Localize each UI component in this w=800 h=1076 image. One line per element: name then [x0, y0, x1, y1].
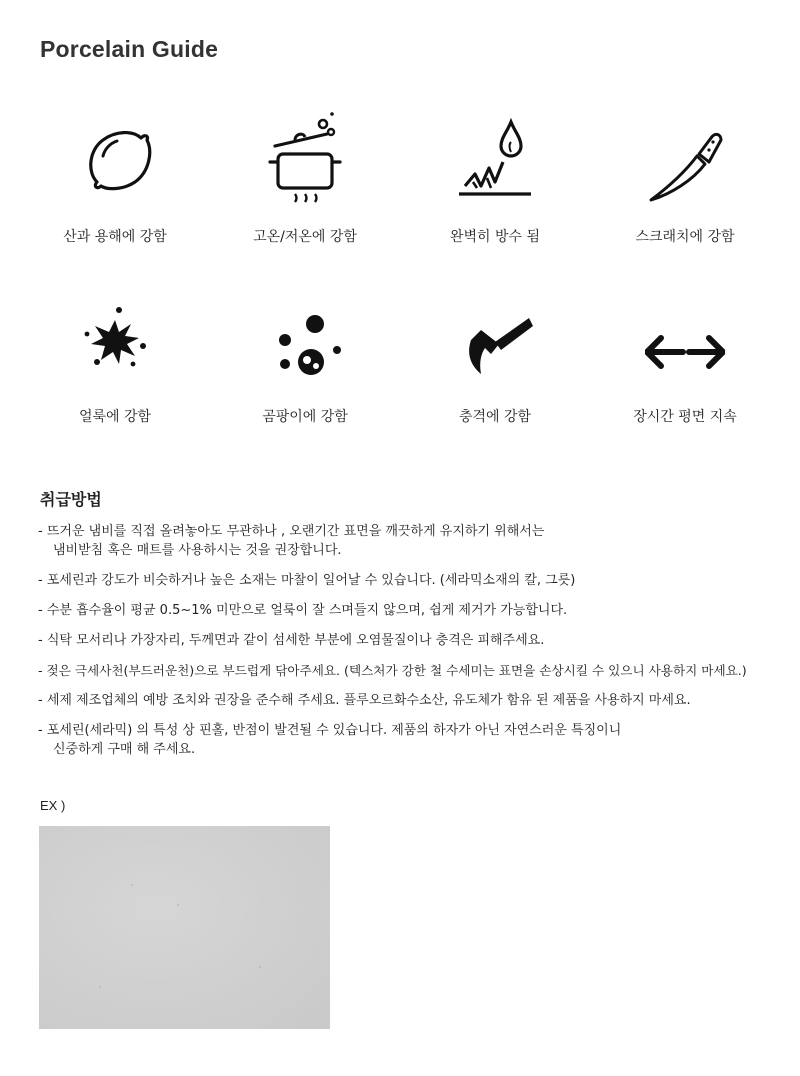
care-item-text: - 식탁 모서리나 가장자리, 두께면과 같이 섬세한 부분에 오염물질이나 충격은 피해주세요. — [38, 633, 545, 648]
care-item-text: - 포세린과 강도가 비슷하거나 높은 소재는 마찰이 일어날 수 있습니다. (세라믹소재의 칼, 그릇) — [38, 573, 576, 588]
care-item-text: - 수분 흡수율이 평균 0.5~1% 미만으로 얼룩이 잘 스며들지 않으며, 쉽게 제거가 가능합니다. — [38, 603, 568, 618]
care-item — [38, 691, 790, 710]
feature-label: 완벽히 방수 됨 — [449, 229, 541, 245]
page-title: Porcelain Guide — [40, 36, 219, 62]
feature-acid-resistant — [20, 100, 210, 260]
feature-mold-resistant — [210, 280, 400, 440]
mold-spores-icon — [265, 290, 345, 390]
water-drop-icon — [455, 110, 535, 210]
care-item-text-continued: 신중하게 구매 해 주세요. — [53, 742, 196, 757]
feature-impact-resistant — [400, 280, 590, 440]
feature-label: 곰팡이에 강함 — [262, 409, 348, 425]
knife-icon — [645, 110, 725, 210]
feature-flatness — [590, 280, 780, 440]
care-item — [38, 721, 790, 759]
feature-stain-resistant — [20, 280, 210, 440]
care-section-title: 취급방법 — [40, 490, 102, 509]
feature-waterproof — [400, 100, 590, 260]
feature-label: 얼룩에 강함 — [78, 409, 152, 425]
porcelain-sample-image — [39, 826, 330, 1029]
care-item — [38, 631, 790, 650]
feature-label: 충격에 강함 — [458, 409, 532, 425]
hammer-icon — [455, 290, 535, 390]
boiling-pot-icon — [265, 110, 345, 210]
care-item-text: - 세제 제조업체의 예방 조치와 권장을 준수해 주세요. 플루오르화수소산, 유도체가 함유 된 제품을 사용하지 마세요. — [38, 693, 691, 708]
care-item — [38, 571, 790, 590]
care-item — [38, 661, 790, 680]
lemon-icon — [75, 110, 155, 210]
double-arrow-icon — [645, 290, 725, 390]
feature-temperature-resistant — [210, 100, 400, 260]
care-item — [38, 522, 790, 560]
feature-label: 스크래치에 강함 — [635, 229, 735, 245]
feature-label: 고온/저온에 강함 — [253, 229, 357, 245]
care-list — [38, 522, 790, 770]
care-item-text: - 뜨거운 냄비를 직접 올려놓아도 무관하나 , 오랜기간 표면을 깨끗하게 유지하기 위해서는 — [38, 524, 545, 539]
care-item-text: - 젖은 극세사천(부드러운천)으로 부드럽게 닦아주세요. (텍스처가 강한 철 수세미는 표면을 손상시킬 수 있으니 사용하지 마세요.) — [38, 663, 747, 678]
example-label: EX ) — [40, 798, 66, 813]
care-item-text-continued: 냄비받침 혹은 매트를 사용하시는 것을 권장합니다. — [53, 543, 342, 558]
feature-scratch-resistant — [590, 100, 780, 260]
care-item — [38, 601, 790, 620]
feature-label: 산과 용해에 강함 — [63, 229, 167, 245]
stain-splat-icon — [75, 290, 155, 390]
feature-label: 장시간 평면 지속 — [633, 409, 737, 425]
care-item-text: - 포세린(세라믹) 의 특성 상 핀홀, 반점이 발견될 수 있습니다. 제품의 하자가 아닌 자연스러운 특징이니 — [38, 723, 622, 738]
